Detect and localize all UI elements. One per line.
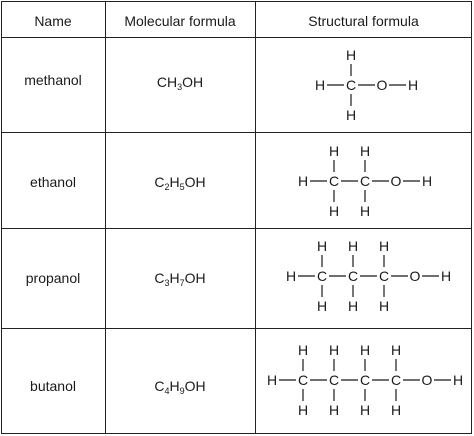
carbon-atom: C (297, 372, 309, 388)
carbon-atom: C (359, 173, 371, 189)
carbon-atom: C (328, 372, 340, 388)
carbon-atom: C (345, 77, 357, 93)
row-name-methanol: methanol (24, 72, 82, 88)
hydrogen-atom: H (452, 372, 464, 388)
hydrogen-atom: H (421, 173, 433, 189)
table-border-top (1, 1, 472, 2)
formula-symbol: OH (184, 270, 206, 286)
formula-subscript: 2 (164, 182, 170, 192)
structural-formula-methanol (255, 37, 472, 132)
formula-subscript: 3 (177, 82, 183, 92)
hydrogen-atom: H (359, 402, 371, 418)
hydrogen-atom: H (328, 342, 340, 358)
formula-subscript: 5 (179, 182, 185, 192)
formula-subscript: 7 (179, 278, 185, 288)
hydrogen-atom: H (359, 342, 371, 358)
formula-symbol: H (166, 74, 178, 90)
oxygen-atom: O (409, 268, 421, 284)
structural-formula-propanol (255, 228, 472, 328)
molecular-formula-butanol (105, 378, 255, 396)
hydrogen-atom: H (345, 107, 357, 123)
formula-symbol: C (154, 174, 165, 190)
hydrogen-atom: H (390, 402, 402, 418)
carbon-atom: C (328, 173, 340, 189)
header-molecular-formula: Molecular formula (124, 13, 236, 29)
carbon-atom: C (359, 372, 371, 388)
hydrogen-atom: H (328, 203, 340, 219)
molecular-formula-methanol (105, 74, 255, 92)
hydrogen-atom: H (359, 143, 371, 159)
hydrogen-atom: H (266, 372, 278, 388)
hydrogen-atom: H (345, 47, 357, 63)
hydrogen-atom: H (314, 77, 326, 93)
molecular-formula-propanol (105, 270, 255, 288)
formula-subscript: 3 (164, 278, 170, 288)
hydrogen-atom: H (378, 238, 390, 254)
carbon-atom: C (316, 268, 328, 284)
hydrogen-atom: H (297, 173, 309, 189)
structural-formula-ethanol (255, 132, 472, 228)
formula-symbol: C (156, 74, 167, 90)
hydrogen-atom: H (359, 203, 371, 219)
hydrogen-atom: H (297, 342, 309, 358)
table-border-left (1, 1, 2, 434)
formula-symbol: OH (184, 378, 206, 394)
hydrogen-atom: H (347, 238, 359, 254)
hydrogen-atom: H (407, 77, 419, 93)
row-name-propanol: propanol (25, 270, 81, 286)
oxygen-atom: O (421, 372, 433, 388)
alcohols-table (1, 1, 472, 434)
formula-symbol: OH (184, 174, 206, 190)
formula-symbol: H (169, 174, 180, 190)
formula-subscript: 9 (179, 386, 185, 396)
header-name: Name (34, 13, 72, 29)
header-structural-formula: Structural formula (308, 13, 419, 29)
hydrogen-atom: H (328, 143, 340, 159)
table-border-bottom (1, 433, 472, 434)
formula-symbol: C (154, 270, 165, 286)
oxygen-atom: O (376, 77, 388, 93)
hydrogen-atom: H (285, 268, 297, 284)
molecular-formula-ethanol (105, 174, 255, 192)
hydrogen-atom: H (297, 402, 309, 418)
formula-symbol: C (154, 378, 165, 394)
formula-symbol: OH (182, 74, 204, 90)
hydrogen-atom: H (347, 298, 359, 314)
column-divider (105, 1, 106, 434)
formula-subscript: 4 (164, 386, 170, 396)
hydrogen-atom: H (328, 402, 340, 418)
hydrogen-atom: H (316, 298, 328, 314)
row-name-ethanol: ethanol (30, 174, 76, 190)
structural-formula-butanol (255, 328, 472, 433)
oxygen-atom: O (390, 173, 402, 189)
formula-symbol: H (169, 270, 180, 286)
carbon-atom: C (347, 268, 359, 284)
hydrogen-atom: H (390, 342, 402, 358)
hydrogen-atom: H (440, 268, 452, 284)
carbon-atom: C (378, 268, 390, 284)
formula-symbol: H (169, 378, 180, 394)
carbon-atom: C (390, 372, 402, 388)
hydrogen-atom: H (316, 238, 328, 254)
row-name-butanol: butanol (30, 378, 76, 394)
hydrogen-atom: H (378, 298, 390, 314)
